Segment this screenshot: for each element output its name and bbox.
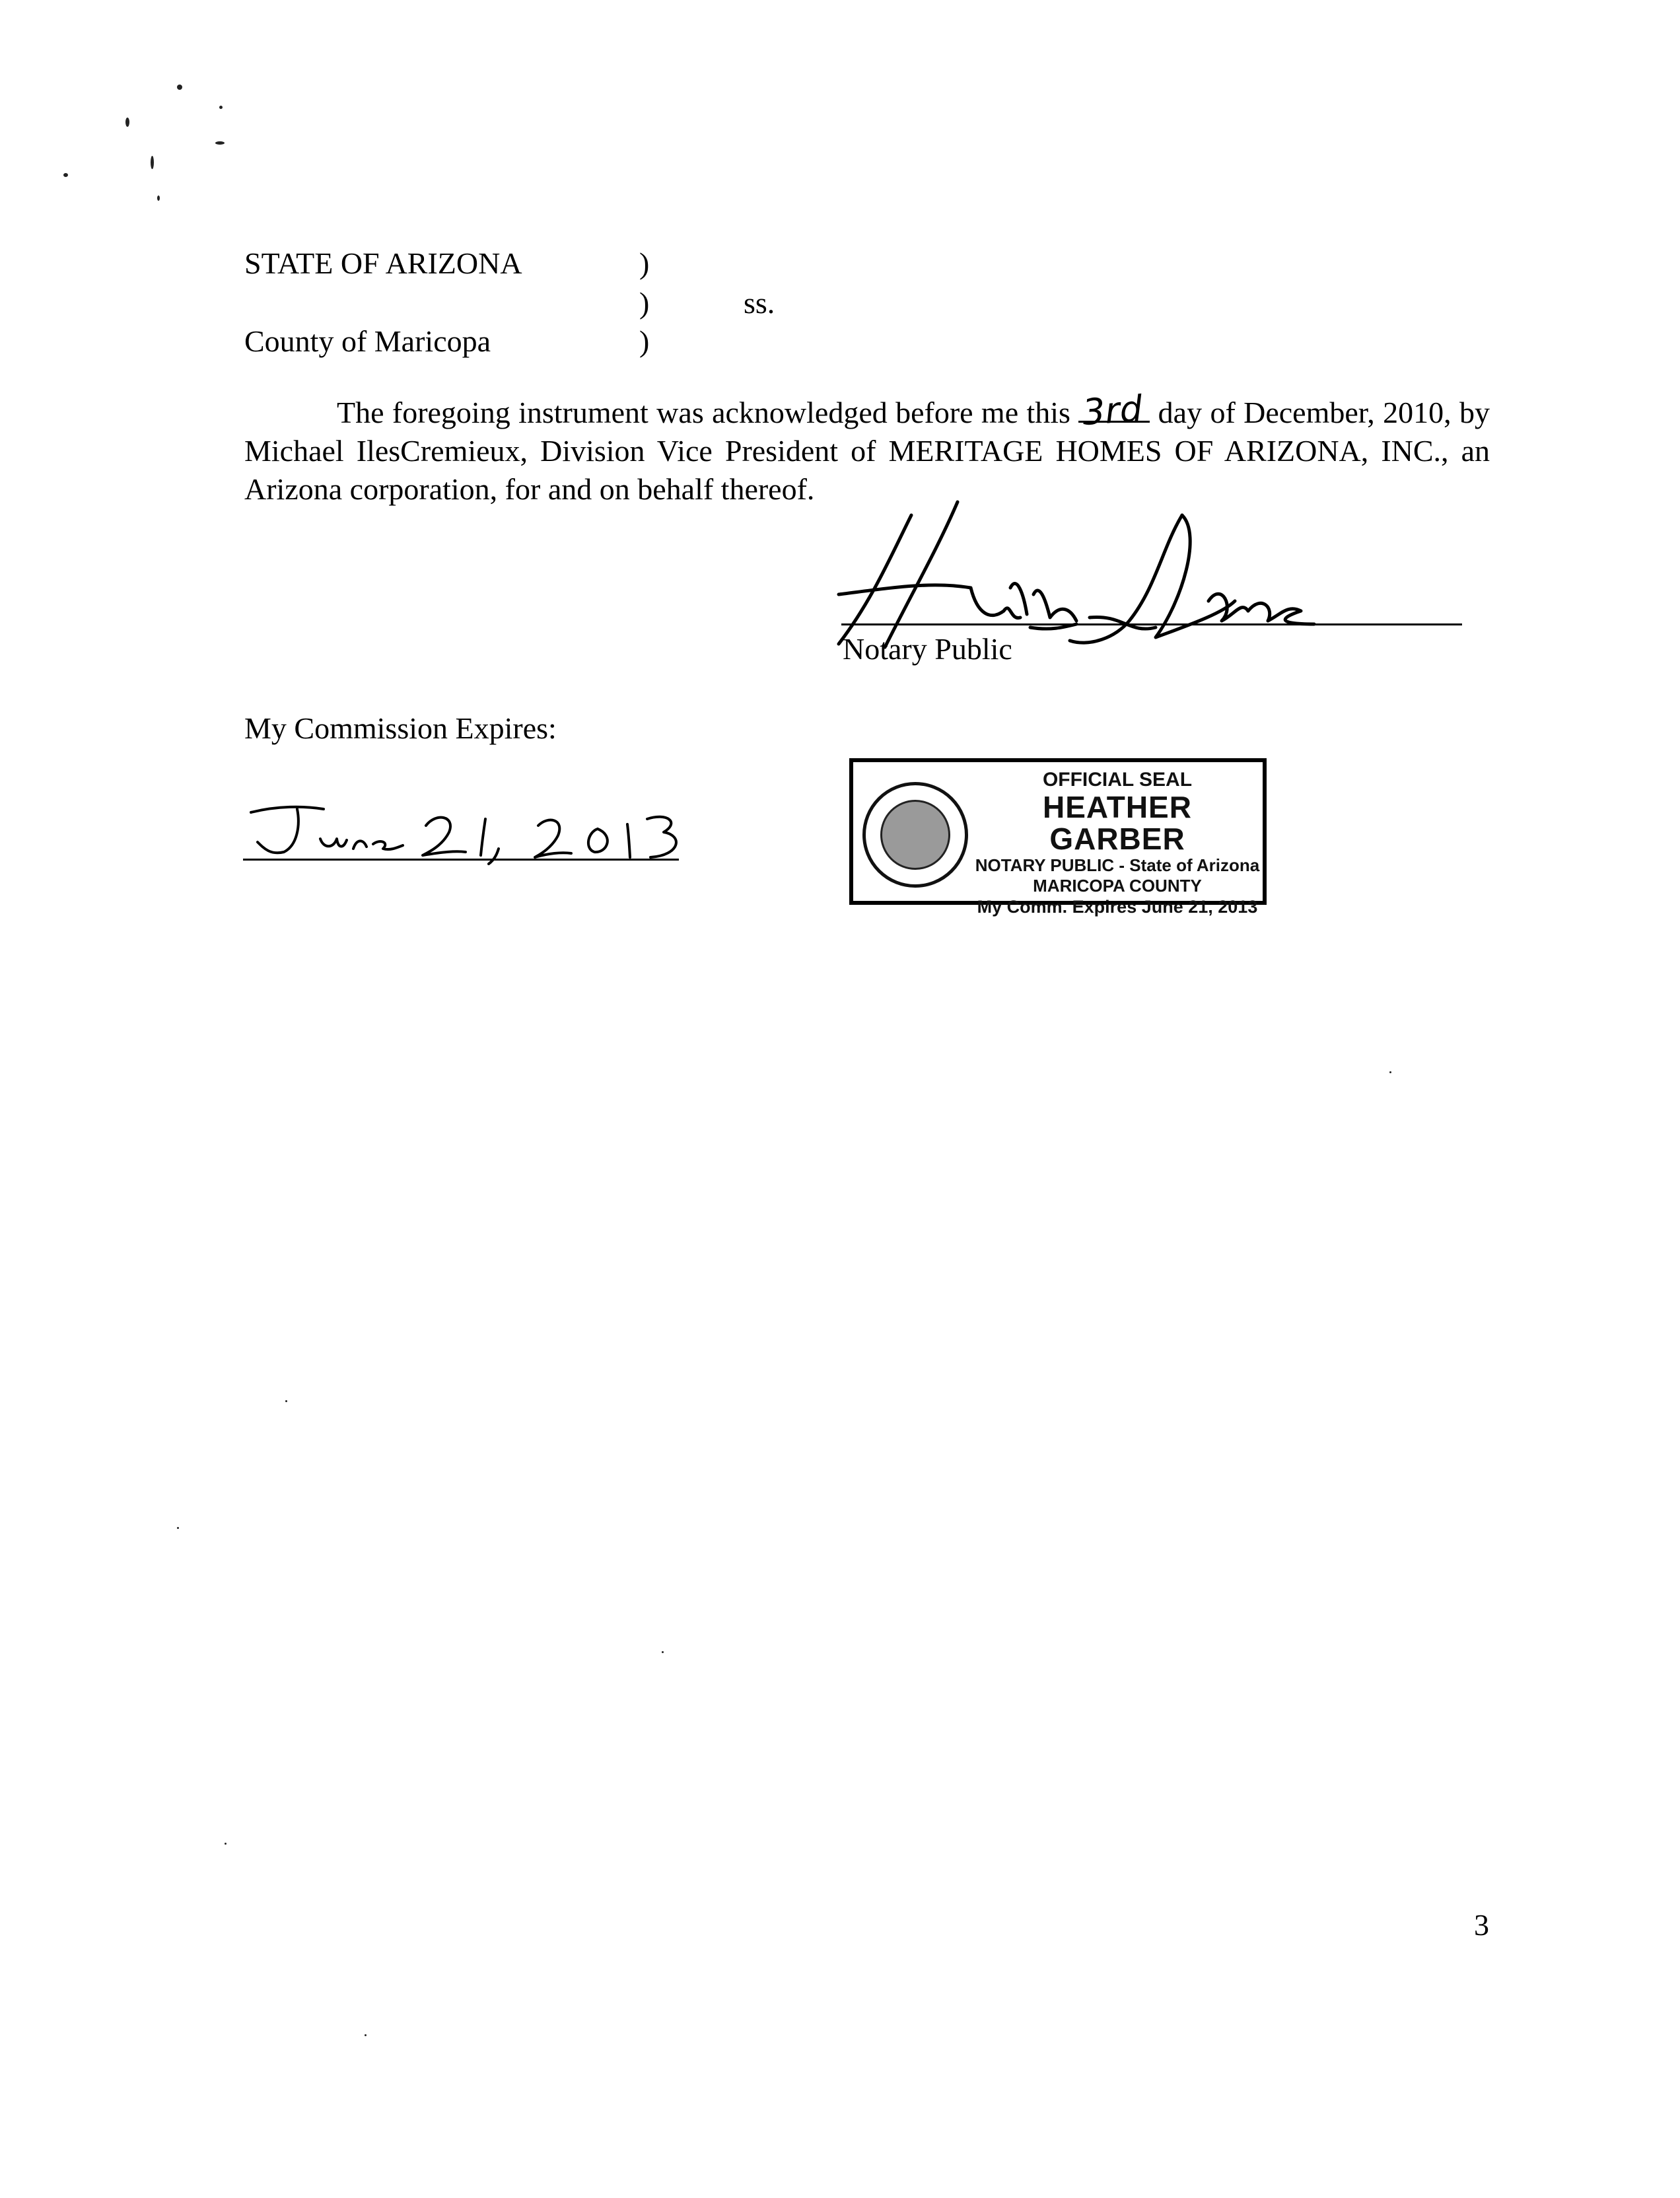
ack-text-part1: The foregoing instrument was acknowledged before me this xyxy=(337,396,1070,429)
scan-speck xyxy=(177,1527,179,1529)
commission-expires-label: My Commission Expires: xyxy=(244,711,557,745)
scan-speck xyxy=(215,141,225,145)
venue-state: STATE OF ARIZONA xyxy=(244,246,522,280)
handwritten-day: 3rd xyxy=(1081,387,1144,434)
scan-speck xyxy=(285,1400,287,1402)
seal-expiration: My Comm. Expires June 21, 2013 xyxy=(977,897,1258,917)
scan-speck xyxy=(1389,1071,1391,1073)
venue-county: County of Maricopa xyxy=(244,324,491,358)
signature-line xyxy=(841,623,1462,625)
scan-speck xyxy=(151,156,154,169)
scan-speck xyxy=(365,2034,367,2036)
scan-speck xyxy=(662,1651,664,1653)
scan-speck xyxy=(219,106,223,109)
venue-ss: ss. xyxy=(744,286,775,320)
seal-title: OFFICIAL SEAL xyxy=(1042,769,1193,791)
page-number: 3 xyxy=(1474,1908,1489,1942)
scan-speck xyxy=(125,118,129,127)
venue-paren: ) xyxy=(639,286,650,320)
arizona-state-seal-icon xyxy=(862,782,968,888)
seal-notary-state: NOTARY PUBLIC - State of Arizona xyxy=(975,855,1260,875)
seal-notary-name: HEATHER GARBER xyxy=(1043,790,1192,856)
venue-paren: ) xyxy=(639,324,650,358)
venue-paren: ) xyxy=(639,246,650,280)
handwritten-expiration-date xyxy=(238,799,700,865)
day-blank xyxy=(1078,387,1150,434)
ack-text-part2: day of December, 2010, by Michael IlesCremieux, Division Vice President of MERITAGE HOMES OF ARIZONA, INC., an Arizona corporation, for and on behalf thereof. xyxy=(244,396,1490,506)
scan-speck xyxy=(157,195,160,201)
seal-county: MARICOPA COUNTY xyxy=(1033,876,1202,896)
scan-speck xyxy=(225,1843,227,1845)
scan-speck xyxy=(177,85,182,90)
notary-public-label: Notary Public xyxy=(843,632,1012,666)
official-seal-stamp xyxy=(849,758,1267,917)
expiration-line xyxy=(243,859,679,861)
scan-speck xyxy=(63,173,68,177)
